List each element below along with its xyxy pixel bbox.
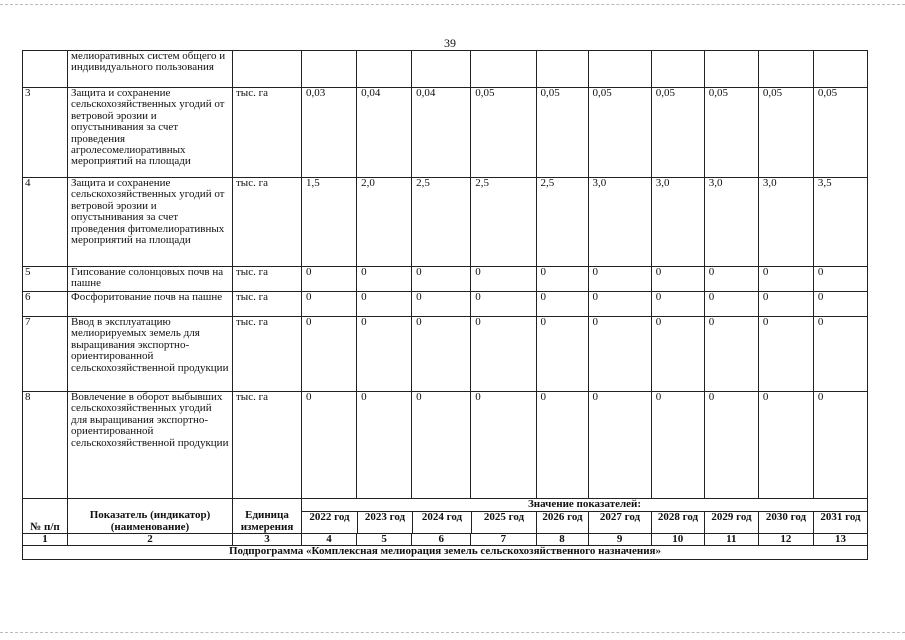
row-value: 0	[651, 267, 704, 292]
row-value: 0	[704, 317, 758, 392]
subprogram-title: Подпрограмма «Комплексная мелиорация земель сельскохозяйственного назначения»	[23, 546, 868, 560]
row-value	[813, 51, 867, 88]
row-value	[302, 51, 357, 88]
row-value: 0	[357, 292, 412, 317]
header-year: 2025 год	[471, 512, 536, 533]
row-indicator-name: Вовлечение в оборот выбывших сельскохозяйственных угодий для выращивания экспортно-ориентированной сельскохозяйственной продукции	[68, 392, 233, 499]
row-value: 0	[412, 267, 471, 292]
row-number	[23, 51, 68, 88]
header-year: 2026 год	[536, 512, 588, 533]
column-number: 5	[357, 534, 412, 546]
table-row	[23, 51, 868, 88]
column-number: 4	[302, 534, 357, 546]
scan-artifact-bottom	[0, 632, 905, 633]
row-value: 0	[758, 267, 813, 292]
row-value: 0,05	[471, 88, 536, 178]
row-number: 7	[23, 317, 68, 392]
row-number: 5	[23, 267, 68, 292]
row-value	[758, 51, 813, 88]
row-value: 0	[758, 317, 813, 392]
row-indicator-name: Ввод в эксплуатацию мелиорируемых земель для выращивания экспортно-ориентированной сельскохозяйственной продукции	[68, 317, 233, 392]
row-value: 0	[412, 392, 471, 499]
column-number: 3	[233, 534, 302, 546]
row-value: 0	[357, 317, 412, 392]
row-number: 3	[23, 88, 68, 178]
row-value: 2,5	[536, 178, 588, 267]
header-values-title: Значение показателей:	[302, 499, 867, 512]
row-value: 0	[357, 267, 412, 292]
row-value: 0	[588, 392, 651, 499]
row-value: 0	[471, 292, 536, 317]
row-value	[588, 51, 651, 88]
row-unit: тыс. га	[233, 392, 302, 499]
row-value: 0	[302, 317, 357, 392]
row-value	[471, 51, 536, 88]
table-row	[23, 392, 868, 499]
row-number: 4	[23, 178, 68, 267]
row-value: 3,5	[813, 178, 867, 267]
row-unit: тыс. га	[233, 317, 302, 392]
column-number: 6	[412, 534, 471, 546]
subprogram-row	[23, 546, 868, 560]
page-number: 39	[444, 36, 456, 50]
header-year: 2027 год	[588, 512, 651, 533]
row-value: 0,05	[588, 88, 651, 178]
row-indicator-name: Гипсование солонцовых почв на пашне	[68, 267, 233, 292]
row-value	[412, 51, 471, 88]
row-value: 0,05	[758, 88, 813, 178]
row-value: 0,05	[536, 88, 588, 178]
row-value: 2,5	[412, 178, 471, 267]
row-number: 8	[23, 392, 68, 499]
row-value: 0	[302, 267, 357, 292]
header-year: 2031 год	[813, 512, 867, 533]
row-value: 3,0	[651, 178, 704, 267]
scan-artifact-top	[0, 4, 905, 5]
row-indicator-name: Фосфоритование почв на пашне	[68, 292, 233, 317]
row-value: 0	[471, 317, 536, 392]
row-value: 0	[813, 317, 867, 392]
header-unit: Единица измерения	[233, 499, 302, 534]
row-value: 3,0	[704, 178, 758, 267]
row-value: 0	[536, 392, 588, 499]
row-value: 0,04	[357, 88, 412, 178]
table-row	[23, 267, 868, 292]
row-unit: тыс. га	[233, 267, 302, 292]
header-year: 2028 год	[651, 512, 704, 533]
row-value: 0	[302, 392, 357, 499]
row-value: 0	[412, 292, 471, 317]
row-indicator-name: мелиоративных систем общего и индивидуального пользования	[68, 51, 233, 88]
column-number: 9	[588, 534, 651, 546]
row-value: 0	[357, 392, 412, 499]
table-row	[23, 292, 868, 317]
row-value: 0	[651, 317, 704, 392]
column-number: 10	[651, 534, 704, 546]
column-number: 1	[23, 534, 68, 546]
column-number: 8	[536, 534, 588, 546]
row-value: 0	[412, 317, 471, 392]
row-value	[704, 51, 758, 88]
column-number: 12	[758, 534, 813, 546]
row-value: 0	[588, 292, 651, 317]
row-value: 0	[813, 267, 867, 292]
row-value	[357, 51, 412, 88]
row-value: 0	[302, 292, 357, 317]
column-number: 13	[813, 534, 867, 546]
row-value: 3,0	[588, 178, 651, 267]
row-value: 0	[758, 292, 813, 317]
header-year: 2024 год	[412, 512, 471, 533]
column-number: 11	[704, 534, 758, 546]
row-value: 0,05	[813, 88, 867, 178]
row-value: 0	[704, 267, 758, 292]
row-value: 0	[536, 292, 588, 317]
row-value: 0	[536, 267, 588, 292]
header-indicator: Показатель (индикатор) (наименование)	[68, 499, 233, 534]
header-year: 2022 год	[309, 511, 350, 523]
row-value: 0	[588, 317, 651, 392]
header-no: № п/п	[23, 499, 68, 534]
row-value: 0	[536, 317, 588, 392]
row-unit: тыс. га	[233, 178, 302, 267]
table-row	[23, 88, 868, 178]
row-value: 0	[813, 292, 867, 317]
row-value	[651, 51, 704, 88]
row-value: 0	[704, 392, 758, 499]
row-value: 0,03	[302, 88, 357, 178]
row-value: 0	[471, 267, 536, 292]
indicators-table	[22, 50, 868, 560]
row-value: 2,5	[471, 178, 536, 267]
row-indicator-name: Защита и сохранение сельскохозяйственных угодий от ветровой эрозии и опустынивания за счет проведения агролесомелиоративных мероприятий на площади	[68, 88, 233, 178]
row-value: 1,5	[302, 178, 357, 267]
row-value: 2,0	[357, 178, 412, 267]
header-year: 2029 год	[704, 512, 758, 533]
row-indicator-name: Защита и сохранение сельскохозяйственных угодий от ветровой эрозии и опустынивания за счет проведения фитомелиоративных мероприятий на площади	[68, 178, 233, 267]
row-unit: тыс. га	[233, 292, 302, 317]
table-row	[23, 178, 868, 267]
row-number: 6	[23, 292, 68, 317]
column-number: 7	[471, 534, 536, 546]
column-number: 2	[68, 534, 233, 546]
row-value: 0	[651, 392, 704, 499]
row-unit: тыс. га	[233, 88, 302, 178]
row-value: 0,05	[704, 88, 758, 178]
row-value: 0,05	[651, 88, 704, 178]
row-value: 0	[704, 292, 758, 317]
column-number-row	[23, 534, 868, 546]
row-value: 0	[471, 392, 536, 499]
row-value: 0	[813, 392, 867, 499]
row-value: 0	[758, 392, 813, 499]
row-value: 0	[651, 292, 704, 317]
row-value: 3,0	[758, 178, 813, 267]
header-row	[23, 499, 868, 534]
row-value: 0	[588, 267, 651, 292]
table-row	[23, 317, 868, 392]
row-value: 0,04	[412, 88, 471, 178]
header-year: 2023 год	[357, 512, 412, 533]
row-value	[536, 51, 588, 88]
header-year: 2030 год	[758, 512, 813, 533]
row-unit	[233, 51, 302, 88]
